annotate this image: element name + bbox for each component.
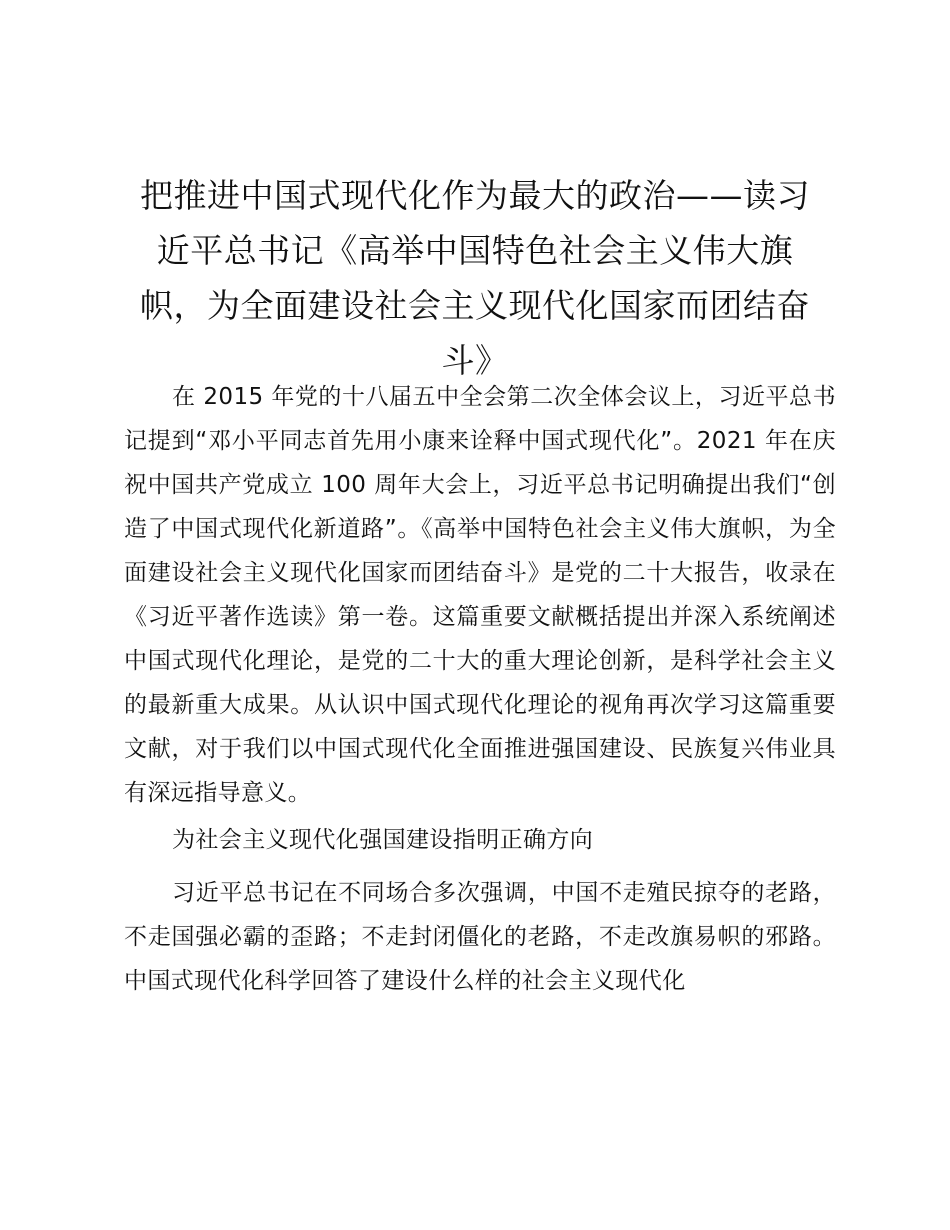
body-paragraph: 在 2015 年党的十八届五中全会第二次全体会议上，习近平总书记提到“邓小平同志首先用小康来诠释中国式现代化”。2021 年在庆祝中国共产党成立 100 周年大会上，习近平总书记明确提出我们“创造了中国式现代化新道路”。《高举中国特色社会主义伟大旗帜，为全面建设社会主义现代化国家而团结奋斗》是党的二十大报告，收录在《习近平著作选读》第一卷。这篇重要文献概括提出并深入系统阐述中国式现代化理论，是党的二十大的重大理论创新，是科学社会主义的最新重大成果。从认识中国式现代化理论的视角再次学习这篇重要文献，对于我们以中国式现代化全面推进强国建设、民族复兴伟业具有深远指导意义。	[124, 384, 836, 806]
document-title: 把推进中国式现代化作为最大的政治——读习近平总书记《高举中国特色社会主义伟大旗帜，为全面建设社会主义现代化国家而团结奋斗》	[140, 176, 810, 380]
section-heading: 为社会主义现代化强国建设指明正确方向	[172, 827, 594, 853]
body-paragraph: 习近平总书记在不同场合多次强调，中国不走殖民掠夺的老路，不走国强必霸的歪路；不走封闭僵化的老路，不走改旗易帜的邪路。中国式现代化科学回答了建设什么样的社会主义现代化	[124, 880, 836, 994]
